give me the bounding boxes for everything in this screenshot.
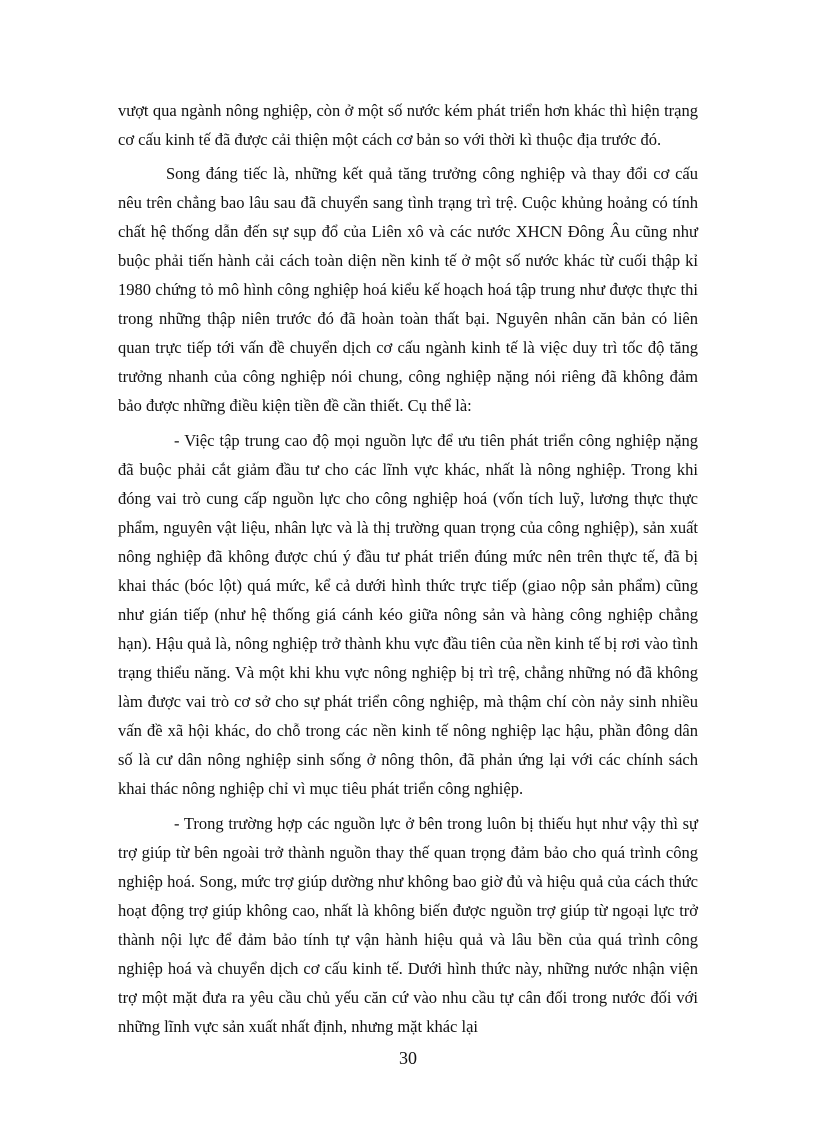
paragraph-agriculture-investment: - Việc tập trung cao độ mọi nguồn lực để ưu tiên phát triển công nghiệp nặng đã buộc phải cắt giảm đầu tư cho các lĩnh vực khác, nhất là nông nghiệp. Trong khi đóng vai trò cung cấp nguồn lực cho công nghiệp hoá (vốn tích luỹ, lương thực thực phẩm, nguyên vật liệu, nhân lực và là thị trường quan trọng của công nghiệp), sản xuất nông nghiệp đã không được chú ý đầu tư phát triển đúng mức nên trên thực tế, đã bị khai thác (bóc lột) quá mức, kể cả dưới hình thức trực tiếp (giao nộp sản phẩm) cũng như gián tiếp (như hệ thống giá cánh kéo giữa nông sản và hàng công nghiệp chẳng hạn). Hậu quả là, nông nghiệp trở thành khu vực đầu tiên của nền kinh tế bị rơi vào tình trạng thiểu năng. Và một khi khu vực nông nghiệp bị trì trệ, chẳng những nó đã không làm được vai trò cơ sở cho sự phát triển công nghiệp, mà thậm chí còn nảy sinh nhiều vấn đề xã hội khác, do chỗ trong các nền kinh tế nông nghiệp lạc hậu, phần đông dân số là cư dân nông nghiệp sinh sống ở nông thôn, đã phản ứng lại với các chính sách khai thác nông nghiệp chỉ vì mục tiêu phát triển công nghiệp. <box>118 431 698 798</box>
page-body <box>118 96 698 1041</box>
paragraph-continuation: vượt qua ngành nông nghiệp, còn ở một số nước kém phát triển hơn khác thì hiện trạng cơ cấu kinh tế đã được cải thiện một cách cơ bản so với thời kì thuộc địa trước đó. <box>118 101 698 149</box>
paragraph-external-aid: - Trong trường hợp các nguồn lực ở bên trong luôn bị thiếu hụt như vậy thì sự trợ giúp từ bên ngoài trở thành nguồn thay thế quan trọng đảm bảo cho quá trình công nghiệp hoá. Song, mức trợ giúp dường như không bao giờ đủ và hiệu quả của cách thức hoạt động trợ giúp không cao, nhất là không biến được nguồn trợ giúp từ ngoại lực trở thành nội lực để đảm bảo tính tự vận hành hiệu quả và lâu bền của quá trình công nghiệp hoá và chuyển dịch cơ cấu kinh tế. Dưới hình thức này, những nước nhận viện trợ một mặt đưa ra yêu cầu chủ yếu căn cứ vào nhu cầu tự cân đối trong nước đối với những lĩnh vực sản xuất nhất định, nhưng mặt khác lại <box>118 814 698 1036</box>
paragraph-industrial-stagnation: Song đáng tiếc là, những kết quả tăng trưởng công nghiệp và thay đổi cơ cấu nêu trên chẳng bao lâu sau đã chuyển sang tình trạng trì trệ. Cuộc khủng hoảng có tính chất hệ thống dẫn đến sự sụp đổ của Liên xô và các nước XHCN Đông Âu cũng như buộc phải tiến hành cải cách toàn diện nền kinh tế ở một số nước khác từ cuối thập kỉ 1980 chứng tỏ mô hình công nghiệp hoá kiểu kế hoạch hoá tập trung như được thực thi trong những thập niên trước đó đã hoàn toàn thất bại. Nguyên nhân căn bản có liên quan trực tiếp tới vấn đề chuyển dịch cơ cấu ngành kinh tế là việc duy trì tốc độ tăng trưởng nhanh của công nghiệp nói chung, công nghiệp nặng nói riêng đã không đảm bảo được những điều kiện tiền đề cần thiết. Cụ thể là: <box>118 164 698 415</box>
page-number: 30 <box>399 1048 417 1068</box>
